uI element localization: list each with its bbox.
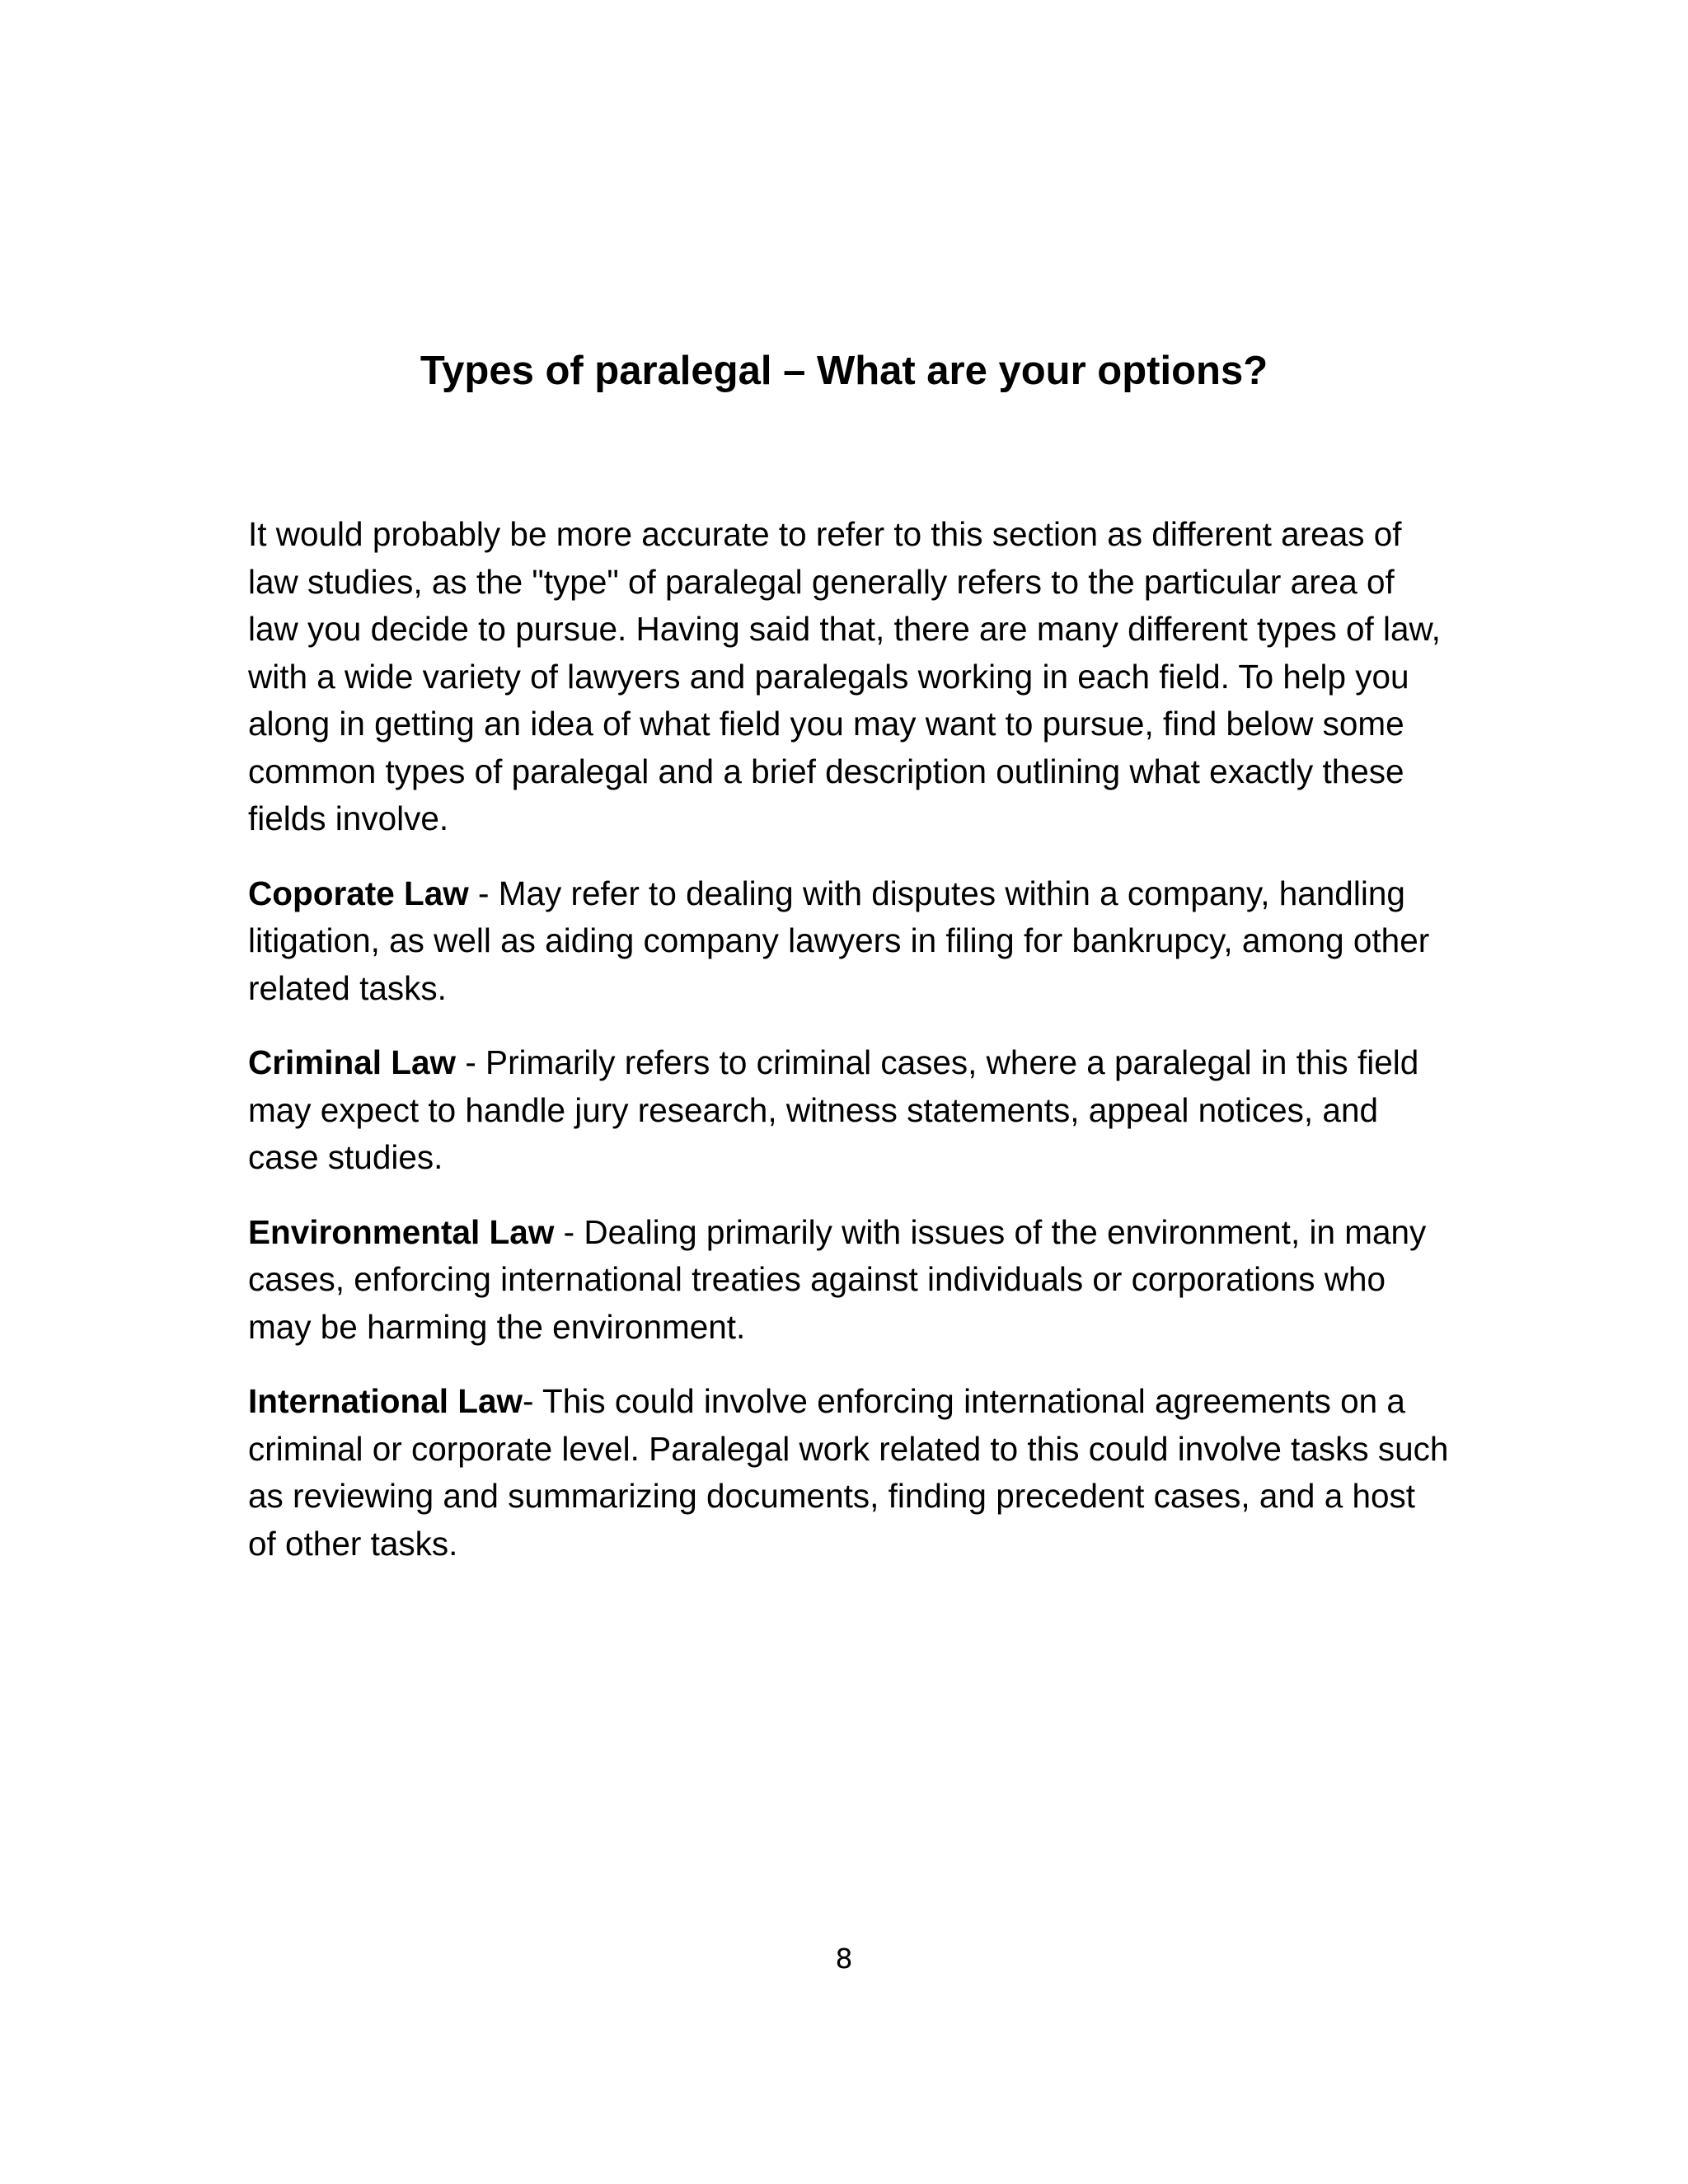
page-title: Types of paralegal – What are your options?	[420, 349, 1268, 393]
intro-paragraph: It would probably be more accurate to refer to this section as different areas of law studies, as the "type" of paralegal generally refers to the particular area of law you decide to pursue. Having said that, there are many different types of law, with a wide variety of lawyers and paralegals working in each field. To help you along in getting an idea of what field you may want to pursue, find below some common types of paralegal and a brief description outlining what exactly these fields involve.	[248, 515, 1441, 837]
section-environmental-law	[248, 1209, 1451, 1352]
section-criminal-law	[248, 1039, 1451, 1182]
section-description: - Primarily refers to criminal cases, where a paralegal in this field may expect to handle jury research, witness statements, appeal notices, and case studies.	[248, 1043, 1419, 1176]
section-term: Coporate Law	[248, 874, 469, 912]
section-term: International Law	[248, 1382, 523, 1420]
body-text	[248, 511, 1451, 1595]
section-description: - Dealing primarily with issues of the environment, in many cases, enforcing international treaties against individuals or corporations who may be harming the environment.	[248, 1212, 1427, 1346]
section-corporate-law	[248, 870, 1451, 1013]
section-international-law	[248, 1378, 1451, 1568]
section-term: Criminal Law	[248, 1043, 457, 1081]
page-number: 8	[835, 1943, 853, 1975]
section-description: - This could involve enforcing international agreements on a criminal or corporate level. Paralegal work related to this could involve tasks such as reviewing and summarizing documents, finding precedent cases, and a host of other tasks.	[248, 1382, 1449, 1563]
section-term: Environmental Law	[248, 1212, 555, 1251]
section-description: - May refer to dealing with disputes within a company, handling litigation, as well as aiding company lawyers in filing for bankrupcy, among other related tasks.	[248, 874, 1430, 1007]
